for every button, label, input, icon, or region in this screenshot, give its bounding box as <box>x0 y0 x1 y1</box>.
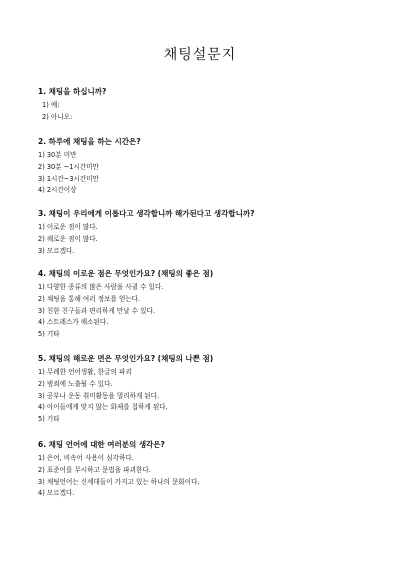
option: 3) 1시간~3시간미만 <box>38 174 99 183</box>
option: 2) 30분 ~1시간미만 <box>38 162 99 171</box>
question-5 <box>38 353 368 426</box>
option: 5) 기타 <box>38 415 60 424</box>
question-title: 4. 채팅의 이로운 점은 무엇인가요? (채팅의 좋은 점) <box>38 269 214 278</box>
question-title: 5. 채팅의 해로운 면은 무엇인가요? (채팅의 나쁜 점) <box>38 354 214 363</box>
option: 2) 범죄에 노출될 수 있다. <box>38 379 113 388</box>
option: 1) 다양한 종류의 많은 사람을 사귈 수 있다. <box>38 283 164 291</box>
question-title: 2. 하루에 채팅을 하는 시간은? <box>38 137 141 146</box>
option-list <box>38 150 368 197</box>
option: 4) 스트레스가 해소된다. <box>38 318 109 327</box>
option-list <box>38 100 368 124</box>
option: 2) 아니오: <box>42 112 73 121</box>
option: 2) 표준어를 무시하고 문법을 파괴한다. <box>38 465 151 474</box>
option: 3) 모르겠다. <box>38 246 75 255</box>
option: 4) 모르겠다. <box>38 489 75 498</box>
option: 5) 기타 <box>38 330 60 339</box>
option-list <box>38 367 368 426</box>
option: 1) 은어, 비속어 사용이 심각하다. <box>38 454 134 462</box>
option: 1) 이로운 점이 많다. <box>38 223 98 231</box>
option: 1) 예: <box>42 101 60 109</box>
option: 2) 해로운 점이 많다. <box>38 234 98 243</box>
question-2 <box>38 136 368 197</box>
option: 1) 30분 미만 <box>38 151 77 159</box>
option-list <box>38 222 368 257</box>
question-4 <box>38 268 368 341</box>
option: 3) 채팅언어는 신세대들이 가지고 있는 하나의 문화이다. <box>38 477 200 486</box>
question-title: 6. 채팅 언어에 대한 여러분의 생각은? <box>38 440 165 449</box>
question-title: 3. 채팅이 우리에게 이롭다고 생각합니까 해가된다고 생각합니까? <box>38 209 255 218</box>
option: 1) 무례한 언어생활, 한글의 파괴 <box>38 368 132 376</box>
question-6 <box>38 439 368 500</box>
option: 3) 친한 친구들과 편리하게 만날 수 있다. <box>38 306 155 315</box>
option: 2) 채팅을 통해 여러 정보를 얻는다. <box>38 294 141 303</box>
question-title: 1. 채팅을 하십니까? <box>38 87 107 96</box>
question-1 <box>38 86 368 124</box>
option-list <box>38 453 368 500</box>
option-list <box>38 282 368 341</box>
option: 4) 2시간이상 <box>38 186 77 195</box>
option: 4) 아이들에게 맞지 않는 화제를 접하게 된다. <box>38 403 168 412</box>
question-3 <box>38 208 368 257</box>
option: 3) 공부나 운동 취미활동을 멀리하게 된다. <box>38 391 160 400</box>
document-title: 채팅설문지 <box>163 47 237 63</box>
